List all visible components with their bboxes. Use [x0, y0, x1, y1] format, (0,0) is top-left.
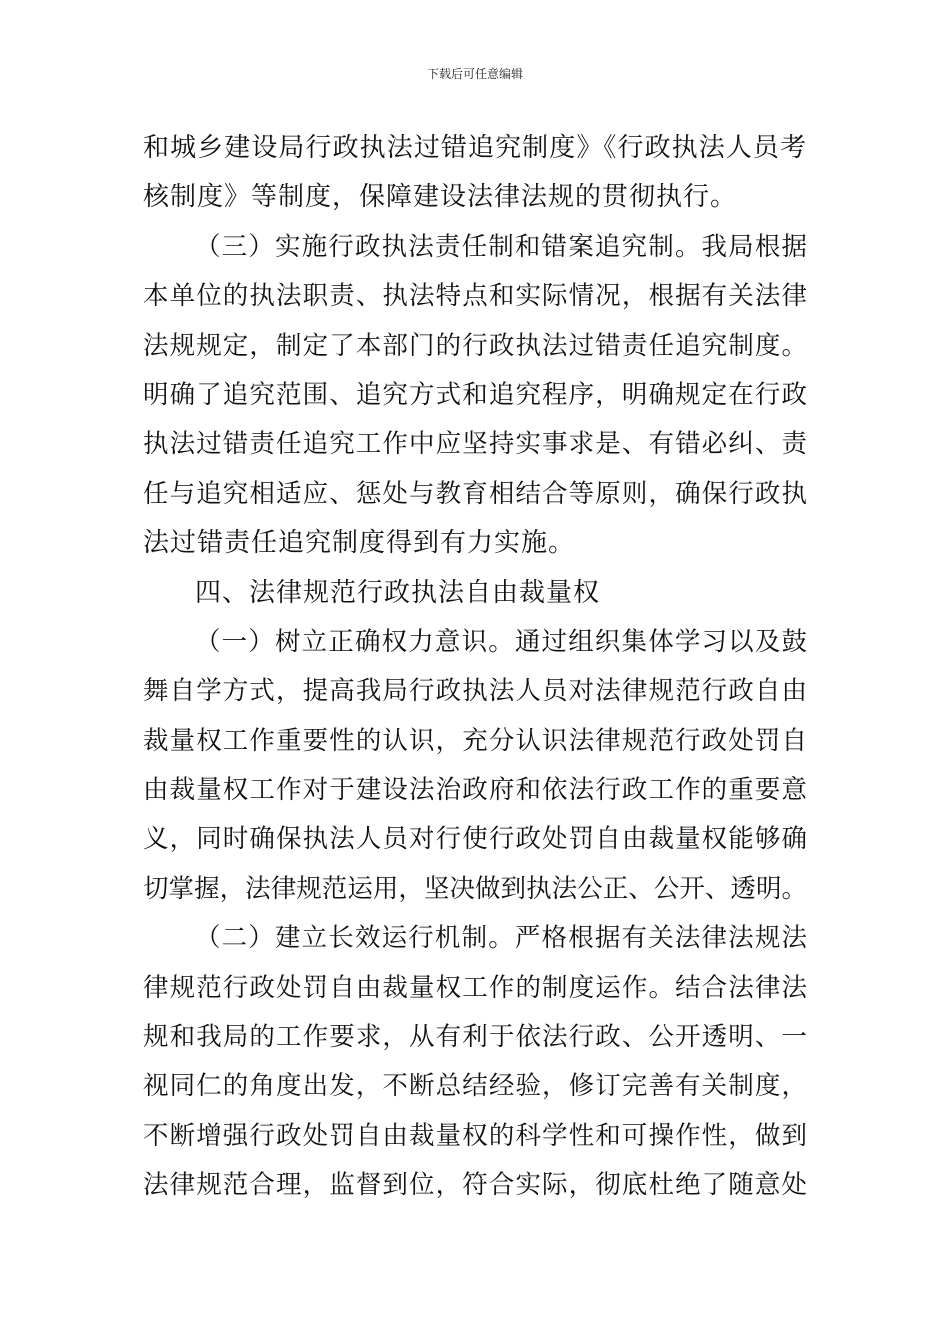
text-line: 法过错责任追究制度得到有力实施。: [143, 528, 576, 559]
text-line: 任与追究相适应、惩处与教育相结合等原则，确保行政执: [143, 478, 807, 509]
text-line: 明确了追究范围、追究方式和追究程序，明确规定在行政: [143, 379, 807, 410]
text-line: 核制度》等制度，保障建设法律法规的贯彻执行。: [143, 182, 738, 213]
text-line: 舞自学方式，提高我局行政执法人员对法律规范行政自由: [143, 676, 807, 707]
text-line: 律规范行政处罚自由裁量权工作的制度运作。结合法律法: [143, 972, 807, 1003]
document-body: [143, 124, 807, 1211]
page-header: 下载后可任意编辑: [426, 67, 523, 81]
text-line: 义，同时确保执法人员对行使行政处罚自由裁量权能够确: [143, 824, 807, 855]
text-line: 法规规定，制定了本部门的行政执法过错责任追究制度。: [143, 330, 807, 361]
text-line: （一）树立正确权力意识。通过组织集体学习以及鼓: [195, 626, 807, 657]
text-line: 不断增强行政处罚自由裁量权的科学性和可操作性，做到: [143, 1120, 807, 1151]
text-line: 视同仁的角度出发，不断总结经验，修订完善有关制度，: [143, 1071, 807, 1102]
text-line: 和城乡建设局行政执法过错追究制度》《行政执法人员考: [143, 133, 807, 163]
text-line: 本单位的执法职责、执法特点和实际情况，根据有关法律: [143, 281, 807, 312]
text-line: 法律规范合理，监督到位，符合实际，彻底杜绝了随意处: [143, 1170, 807, 1201]
text-line: 裁量权工作重要性的认识，充分认识法律规范行政处罚自: [143, 725, 807, 756]
text-line: 切掌握，法律规范运用，坚决做到执法公正、公开、透明。: [143, 873, 807, 904]
text-line: 规和我局的工作要求，从有利于依法行政、公开透明、一: [143, 1022, 807, 1053]
text-line: 由裁量权工作对于建设法治政府和依法行政工作的重要意: [143, 775, 807, 806]
text-line: （二）建立长效运行机制。严格根据有关法律法规法: [195, 923, 807, 954]
text-line: 执法过错责任追究工作中应坚持实事求是、有错必纠、责: [143, 429, 807, 460]
text-line: （三）实施行政执法责任制和错案追究制。我局根据: [195, 231, 807, 262]
section-heading: 四、法律规范行政执法自由裁量权: [195, 577, 601, 608]
